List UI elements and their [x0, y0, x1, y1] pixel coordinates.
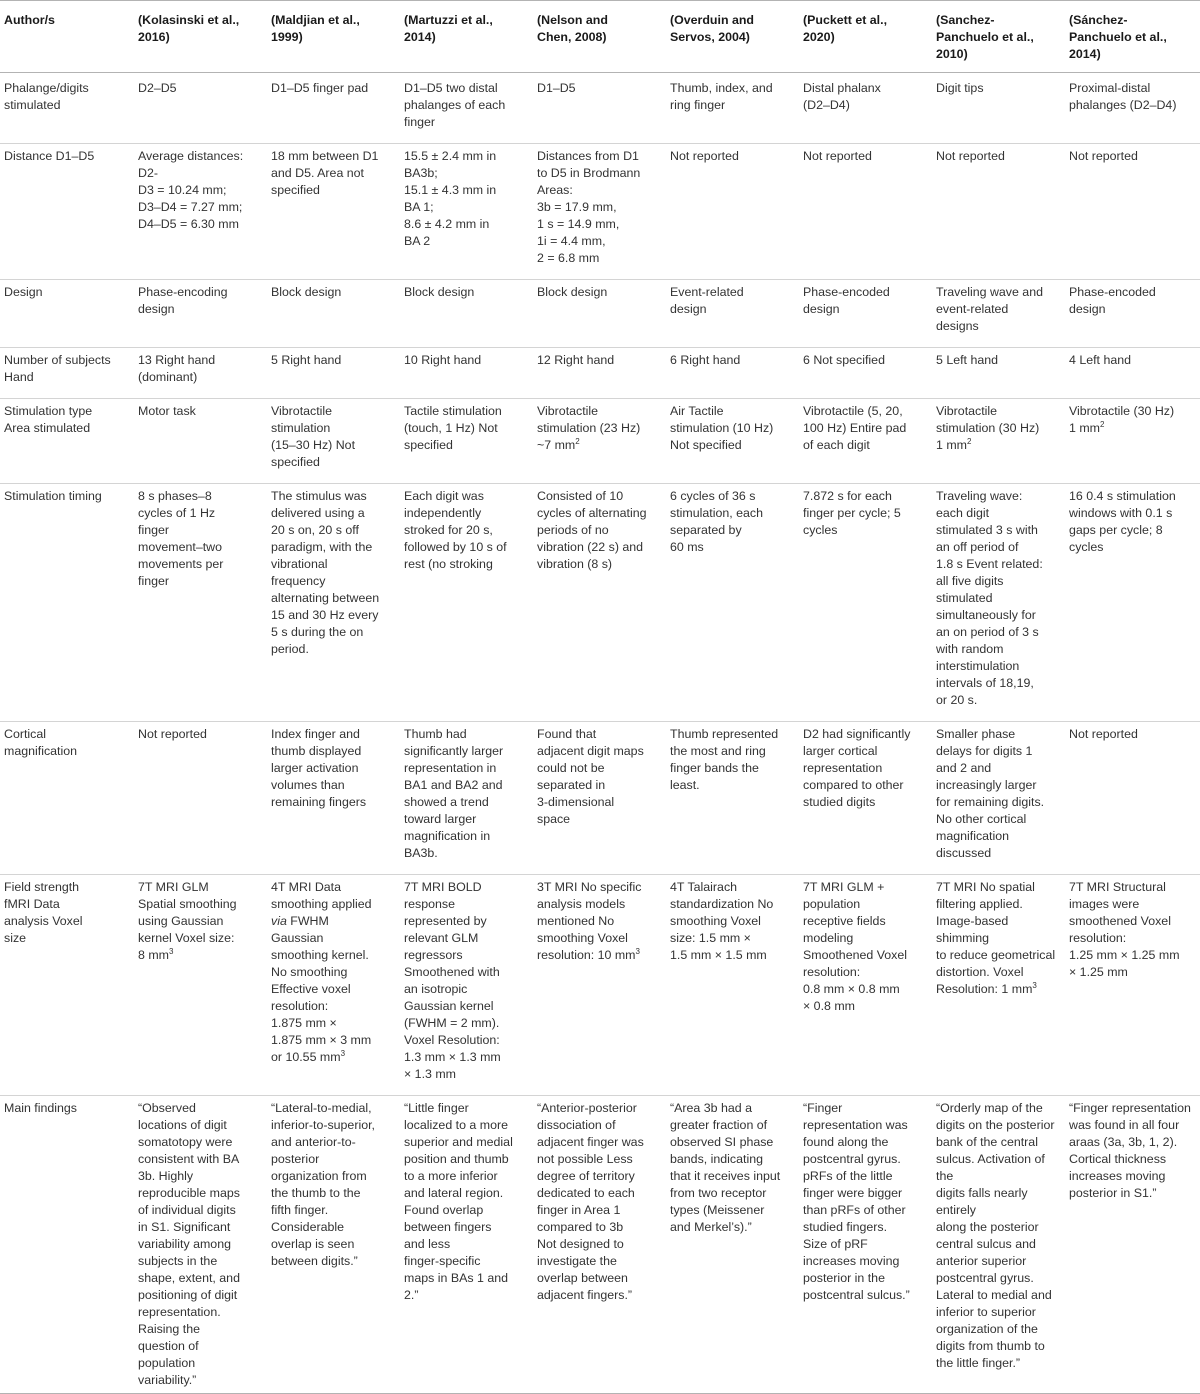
table-cell: 4 Left hand: [1063, 348, 1200, 399]
row-label: Distance D1–D5: [0, 144, 132, 280]
table-cell: 4T MRI Data smoothing applied via FWHM Gaussian smoothing kernel. No smoothing Effective voxel resolution: 1.875 mm × 1.875 mm × 3 mm or 10.55 $mm^3$: [265, 875, 398, 1096]
table-cell: 16 0.4 s stimulation windows with 0.1 s gaps per cycle; 8 cycles: [1063, 484, 1200, 722]
row-label: Stimulation type Area stimulated: [0, 399, 132, 484]
table-cell: 7.872 s for each finger per cycle; 5 cycles: [797, 484, 930, 722]
table-cell: Block design: [531, 280, 664, 348]
table-row: [0, 399, 1200, 484]
table-cell: “Little finger localized to a more superior and medial position and thumb to a more inferior and lateral region. Found overlap between fingers and less finger-specific maps in BAs 1 and 2.”: [398, 1096, 531, 1394]
row-label: Phalange/digits stimulated: [0, 73, 132, 144]
table-cell: 3T MRI No specific analysis models mentioned No smoothing Voxel resolution: 10 $mm^3$: [531, 875, 664, 1096]
table-cell: 5 Right hand: [265, 348, 398, 399]
table-row: [0, 280, 1200, 348]
table-cell: D1–D5 finger pad: [265, 73, 398, 144]
table-cell: Index finger and thumb displayed larger activation volumes than remaining fingers: [265, 722, 398, 875]
table-cell: The stimulus was delivered using a 20 s on, 20 s off paradigm, with the vibrational frequency alternating between 15 and 30 Hz every 5 s during the on period.: [265, 484, 398, 722]
table-cell: 15.5 ± 2.4 mm in BA3b; 15.1 ± 4.3 mm in BA 1; 8.6 ± 4.2 mm in BA 2: [398, 144, 531, 280]
table-cell: D1–D5 two distal phalanges of each finger: [398, 73, 531, 144]
table-cell: Motor task: [132, 399, 265, 484]
table-cell: Traveling wave: each digit stimulated 3 s with an off period of 1.8 s Event related: all five digits stimulated simultaneously for an on period of 3 s with random interstimulation intervals of 18,19, or 20 s.: [930, 484, 1063, 722]
table-cell: Distal phalanx (D2–D4): [797, 73, 930, 144]
table-cell: 7T MRI GLM Spatial smoothing using Gaussian kernel Voxel size: 8 $mm^3$: [132, 875, 265, 1096]
table-cell: Vibrotactile stimulation (15–30 Hz) Not specified: [265, 399, 398, 484]
table-cell: 6 Not specified: [797, 348, 930, 399]
table-cell: Air Tactile stimulation (10 Hz) Not specified: [664, 399, 797, 484]
table-cell: Not reported: [1063, 722, 1200, 875]
table-row: [0, 722, 1200, 875]
table-cell: “Finger representation was found along the postcentral gyrus. pRFs of the little finger were bigger than pRFs of other studied fingers. Size of pRF increases moving posterior in the postcentral sulcus.”: [797, 1096, 930, 1394]
table-cell: Phase-encoded design: [797, 280, 930, 348]
table-cell: “Observed locations of digit somatotopy were consistent with BA 3b. Highly reproducible maps of individual digits in S1. Significant variability among subjects in the shape, extent, and positioning of digit representation. Raising the question of population variability.”: [132, 1096, 265, 1394]
table-cell: “Lateral-to-medial, inferior-to-superior, and anterior-to- posterior organization from the thumb to the fifth finger. Considerable overlap is seen between digits.”: [265, 1096, 398, 1394]
table-cell: 7T MRI BOLD response represented by relevant GLM regressors Smoothened with an isotropic Gaussian kernel (FWHM = 2 mm). Voxel Resolution: 1.3 mm × 1.3 mm × 1.3 mm: [398, 875, 531, 1096]
table-cell: “Area 3b had a greater fraction of observed SI phase bands, indicating that it receives input from two receptor types (Meissener and Merkel’s).”: [664, 1096, 797, 1394]
table-cell: Phase-encoded design: [1063, 280, 1200, 348]
table-cell: 12 Right hand: [531, 348, 664, 399]
table-cell: 5 Left hand: [930, 348, 1063, 399]
table-cell: Proximal-distal phalanges (D2–D4): [1063, 73, 1200, 144]
table-body: [0, 73, 1200, 1394]
table-row: [0, 875, 1200, 1096]
table-cell: Digit tips: [930, 73, 1063, 144]
header-author: Author/s: [0, 1, 132, 73]
header-study: (Sanchez- Panchuelo et al., 2010): [930, 1, 1063, 73]
row-label: Field strength fMRI Data analysis Voxel size: [0, 875, 132, 1096]
table-cell: Not reported: [132, 722, 265, 875]
table-cell: “Anterior-posterior dissociation of adjacent finger was not possible Less degree of territory dedicated to each finger in Area 1 compared to 3b Not designed to investigate the overlap between adjacent fingers.”: [531, 1096, 664, 1394]
table-cell: 13 Right hand (dominant): [132, 348, 265, 399]
table-cell: “Orderly map of the digits on the posterior bank of the central sulcus. Activation of the digits falls nearly entirely along the posterior central sulcus and anterior superior postcentral gyrus. Lateral to medial and inferior to superior organization of the digits from thumb to the little finger.”: [930, 1096, 1063, 1394]
header-row: [0, 1, 1200, 73]
table-cell: Vibrotactile stimulation (23 Hz) ~7 $mm^2$: [531, 399, 664, 484]
table-cell: “Finger representation was found in all four araas (3a, 3b, 1, 2). Cortical thickness increases moving posterior in S1.”: [1063, 1096, 1200, 1394]
table-cell: Distances from D1 to D5 in Brodmann Areas: 3b = 17.9 mm, 1 s = 14.9 mm, 1i = 4.4 mm, 2 = 6.8 mm: [531, 144, 664, 280]
table-cell: Smaller phase delays for digits 1 and 2 and increasingly larger for remaining digits. No other cortical magnification discussed: [930, 722, 1063, 875]
table-cell: Not reported: [664, 144, 797, 280]
header-study: (Puckett et al., 2020): [797, 1, 930, 73]
table-row: [0, 144, 1200, 280]
table-cell: Thumb, index, and ring finger: [664, 73, 797, 144]
table-cell: 7T MRI No spatial filtering applied. Image-based shimming to reduce geometrical distortion. Voxel Resolution: 1 $mm^3$: [930, 875, 1063, 1096]
table-cell: Vibrotactile (30 Hz) 1 $mm^2$: [1063, 399, 1200, 484]
table-cell: Tactile stimulation (touch, 1 Hz) Not specified: [398, 399, 531, 484]
table-cell: Thumb had significantly larger representation in BA1 and BA2 and showed a trend toward larger magnification in BA3b.: [398, 722, 531, 875]
table-cell: Thumb represented the most and ring finger bands the least.: [664, 722, 797, 875]
table-cell: Not reported: [930, 144, 1063, 280]
table-cell: Average distances: D2- D3 = 10.24 mm; D3–D4 = 7.27 mm; D4–D5 = 6.30 mm: [132, 144, 265, 280]
table-cell: D2–D5: [132, 73, 265, 144]
table-cell: Found that adjacent digit maps could not be separated in 3-dimensional space: [531, 722, 664, 875]
header-study: (Overduin and Servos, 2004): [664, 1, 797, 73]
header-study: (Sánchez- Panchuelo et al., 2014): [1063, 1, 1200, 73]
table-row: [0, 484, 1200, 722]
table-cell: Vibrotactile stimulation (30 Hz) 1 $mm^2$: [930, 399, 1063, 484]
table-cell: Block design: [398, 280, 531, 348]
table-cell: Consisted of 10 cycles of alternating periods of no vibration (22 s) and vibration (8 s): [531, 484, 664, 722]
table-cell: Traveling wave and event-related designs: [930, 280, 1063, 348]
table-cell: Vibrotactile (5, 20, 100 Hz) Entire pad of each digit: [797, 399, 930, 484]
header-study: (Martuzzi et al., 2014): [398, 1, 531, 73]
header-study: (Kolasinski et al., 2016): [132, 1, 265, 73]
table-row: [0, 73, 1200, 144]
row-label: Cortical magnification: [0, 722, 132, 875]
header-study: (Nelson and Chen, 2008): [531, 1, 664, 73]
table-cell: Event-related design: [664, 280, 797, 348]
table-cell: 6 cycles of 36 s stimulation, each separated by 60 ms: [664, 484, 797, 722]
table-header: [0, 1, 1200, 73]
table-cell: 7T MRI GLM + population receptive fields modeling Smoothened Voxel resolution: 0.8 mm × 0.8 mm × 0.8 mm: [797, 875, 930, 1096]
table-cell: 7T MRI Structural images were smoothened Voxel resolution: 1.25 mm × 1.25 mm × 1.25 mm: [1063, 875, 1200, 1096]
header-study: (Maldjian et al., 1999): [265, 1, 398, 73]
table-cell: 18 mm between D1 and D5. Area not specified: [265, 144, 398, 280]
table-cell: Block design: [265, 280, 398, 348]
table-cell: Not reported: [797, 144, 930, 280]
table-cell: 10 Right hand: [398, 348, 531, 399]
row-label: Number of subjects Hand: [0, 348, 132, 399]
table-cell: Each digit was independently stroked for 20 s, followed by 10 s of rest (no stroking: [398, 484, 531, 722]
table-row: [0, 348, 1200, 399]
row-label: Stimulation timing: [0, 484, 132, 722]
table-cell: 4T Talairach standardization No smoothing Voxel size: 1.5 mm × 1.5 mm × 1.5 mm: [664, 875, 797, 1096]
table-cell: 6 Right hand: [664, 348, 797, 399]
table-cell: Phase-encoding design: [132, 280, 265, 348]
row-label: Design: [0, 280, 132, 348]
row-label: Main findings: [0, 1096, 132, 1394]
table-row: [0, 1096, 1200, 1394]
table-cell: Not reported: [1063, 144, 1200, 280]
table-cell: 8 s phases–8 cycles of 1 Hz finger movement–two movements per finger: [132, 484, 265, 722]
table-cell: D2 had significantly larger cortical representation compared to other studied digits: [797, 722, 930, 875]
table-cell: D1–D5: [531, 73, 664, 144]
